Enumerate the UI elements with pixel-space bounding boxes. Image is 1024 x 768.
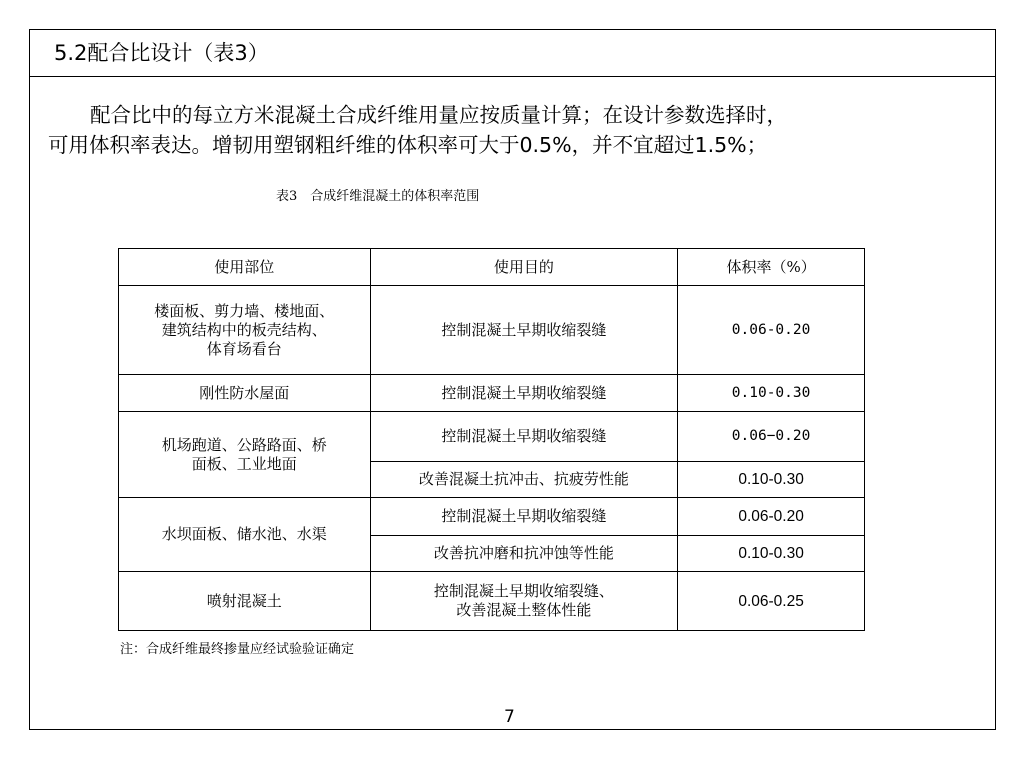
table-note: 注：合成纤维最终掺量应经试验验证确定 (120, 642, 355, 657)
fiber-volume-table (118, 248, 865, 631)
cell-purpose: 改善混凝土抗冲击、抗疲劳性能 (370, 462, 678, 498)
cell-purpose: 控制混凝土早期收缩裂缝、 改善混凝土整体性能 (370, 572, 678, 631)
table-row (119, 286, 865, 375)
body-line-2: 可用体积率表达。增韧用塑钢粗纤维的体积率可大于0.5%，并不宜超过1.5%； (48, 133, 768, 157)
table-row (119, 498, 865, 536)
cell-rate: 0.06-0.20 (678, 498, 865, 536)
cell-rate: 0.06-0.20 (678, 286, 865, 375)
cell-rate: 0.06−0.20 (678, 412, 865, 462)
cell-purpose: 控制混凝土早期收缩裂缝 (370, 286, 678, 375)
cell-rate: 0.10-0.30 (678, 462, 865, 498)
body-line-1: 配合比中的每立方米混凝土合成纤维用量应按质量计算；在设计参数选择时， (90, 103, 787, 127)
header-purpose: 使用目的 (370, 249, 678, 286)
cell-purpose: 控制混凝土早期收缩裂缝 (370, 375, 678, 412)
table-row (119, 572, 865, 631)
cell-rate: 0.10-0.30 (678, 375, 865, 412)
slide-header (30, 30, 995, 77)
table-caption: 表3 合成纤维混凝土的体积率范围 (276, 189, 480, 204)
cell-purpose: 控制混凝土早期收缩裂缝 (370, 498, 678, 536)
slide-frame (29, 29, 996, 730)
cell-rate: 0.10-0.30 (678, 536, 865, 572)
header-location: 使用部位 (119, 249, 371, 286)
table-row (119, 375, 865, 412)
cell-location: 刚性防水屋面 (119, 375, 371, 412)
slide-title: 5.2配合比设计（表3） (54, 41, 269, 65)
cell-purpose: 控制混凝土早期收缩裂缝 (370, 412, 678, 462)
cell-location: 水坝面板、储水池、水渠 (119, 498, 371, 572)
table-row (119, 412, 865, 462)
body-paragraph (48, 100, 983, 160)
table-header-row (119, 249, 865, 286)
cell-location: 楼面板、剪力墙、楼地面、 建筑结构中的板壳结构、 体育场看台 (119, 286, 371, 375)
cell-location: 喷射混凝土 (119, 572, 371, 631)
page-number: 7 (504, 707, 515, 727)
header-rate: 体积率（%） (678, 249, 865, 286)
cell-location: 机场跑道、公路路面、桥 面板、工业地面 (119, 412, 371, 498)
cell-rate: 0.06-0.25 (678, 572, 865, 631)
cell-purpose: 改善抗冲磨和抗冲蚀等性能 (370, 536, 678, 572)
